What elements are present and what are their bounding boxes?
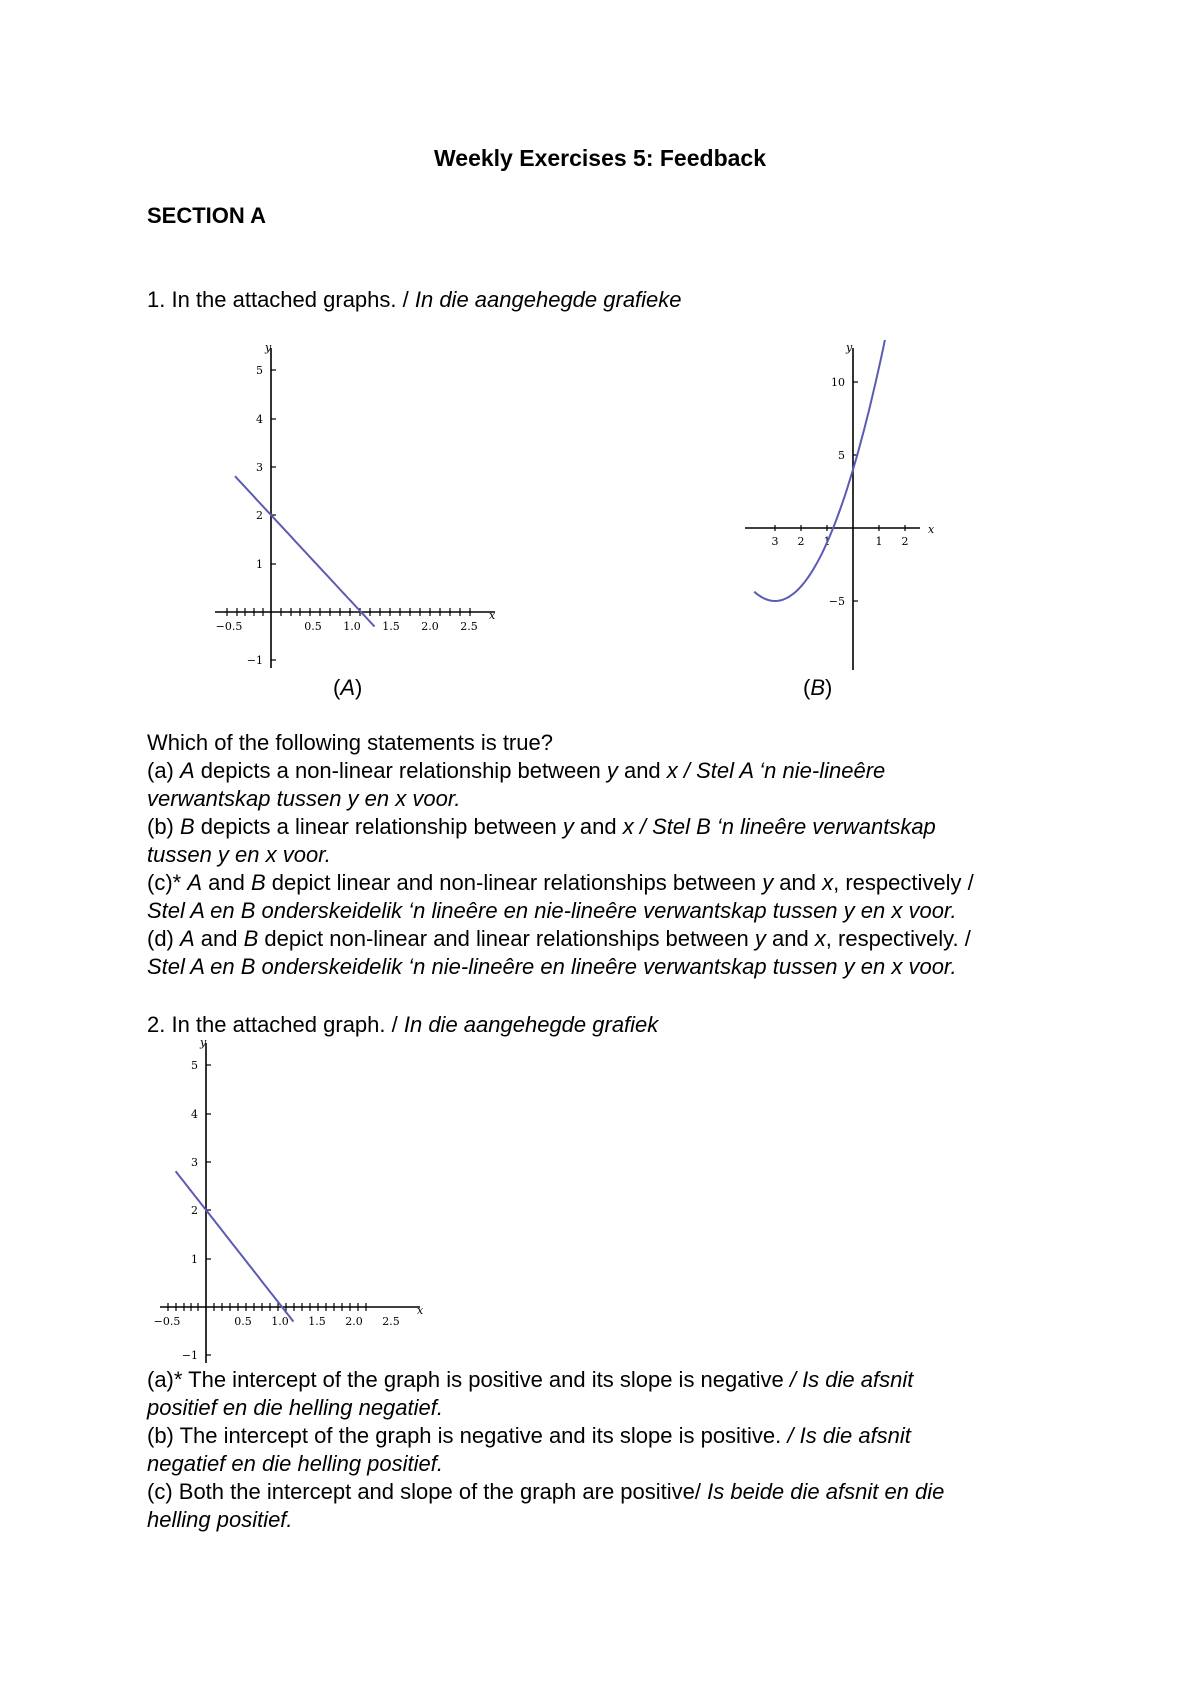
caption-b-letter: B: [810, 675, 826, 700]
y-tick-neg1: −1: [181, 1349, 198, 1362]
graph-b: [740, 340, 950, 675]
x-tick-1.5: 1.5: [382, 620, 400, 633]
y-tick-5: 5: [256, 364, 263, 377]
q1-option-c: (c)* A and B depict linear and non-linear relationships between y and x, respectively /: [147, 870, 974, 895]
graph-q2: [140, 1035, 440, 1370]
x-tick-1.0: 1.0: [343, 620, 361, 633]
x-tick-2.0: 2.0: [421, 620, 439, 633]
y-tick-3: 3: [256, 461, 263, 474]
x-tick-neg0.5: −0.5: [153, 1315, 181, 1328]
y-tick-neg1: −1: [246, 654, 263, 667]
q2-prompt-sep: /: [385, 1012, 404, 1037]
series-line: [235, 476, 375, 626]
q1-option-b: (b) B depicts a linear relationship between y and x / Stel B ‘n lineêre verwantskap: [147, 814, 936, 839]
q1-option-a: (a) A depicts a non-linear relationship between y and x / Stel A ‘n nie-lineêre: [147, 758, 886, 783]
q1-prompt-sep: /: [396, 287, 415, 312]
x-tick-labels: [216, 620, 478, 633]
y-tick-5: 5: [191, 1059, 198, 1072]
x-tick-2.0: 2.0: [345, 1315, 363, 1328]
q1-prompt-en: 1. In the attached graphs.: [147, 287, 397, 312]
q1-option-b-af: tussen y en x voor.: [147, 842, 331, 867]
question-1-prompt: [147, 287, 682, 313]
question-2-options: [147, 1366, 1077, 1534]
x-tick-labels: [154, 1315, 400, 1328]
y-tick-2: 2: [191, 1204, 198, 1217]
y-tick-2: 2: [256, 509, 263, 522]
x-tick-2-right: 2: [901, 535, 909, 548]
caption-a: (A): [333, 675, 363, 700]
y-tick-4: 4: [256, 413, 263, 426]
y-tick-4: 4: [191, 1108, 198, 1121]
x-tick-1-right: 1: [875, 535, 883, 548]
y-tick-neg5: −5: [828, 595, 845, 608]
y-tick-labels: [182, 1059, 198, 1362]
x-tick-1-left: 1: [823, 535, 831, 548]
x-axis-label: x: [417, 1304, 424, 1317]
x-tick-2.5: 2.5: [460, 620, 478, 633]
q1-option-a-af: verwantskap tussen y en x voor.: [147, 786, 461, 811]
y-tick-10: 10: [831, 376, 845, 389]
y-axis-label: y: [846, 341, 853, 354]
x-tick-1.5: 1.5: [308, 1315, 326, 1328]
q2-option-c: (c) Both the intercept and slope of the graph are positive/ Is beide die afsnit en die: [147, 1479, 945, 1504]
caption-b: (B): [803, 675, 833, 700]
x-tick-0.5: 0.5: [234, 1315, 252, 1328]
x-axis-label: x: [489, 609, 496, 622]
q2-option-b: (b) The intercept of the graph is negative and its slope is positive. / Is die afsnit: [147, 1423, 911, 1448]
x-tick-neg0.5: −0.5: [215, 620, 243, 633]
q1-prompt-af: In die aangehegde grafieke: [414, 287, 682, 312]
q2-option-a: (a)* The intercept of the graph is positive and its slope is negative / Is die afsnit: [147, 1367, 914, 1392]
q2-option-c-af: helling positief.: [147, 1507, 293, 1532]
q2-option-a-af: positief en die helling negatief.: [147, 1395, 443, 1420]
x-axis-label: x: [928, 523, 935, 536]
q1-option-c-af: Stel A en B onderskeidelik ‘n lineêre en nie-lineêre verwantskap tussen y en x voor.: [147, 898, 957, 923]
question-1-options: [147, 729, 1077, 981]
y-tick-labels: [247, 364, 263, 667]
q1-stem: Which of the following statements is true?: [147, 730, 553, 755]
series-curve: [754, 340, 894, 601]
x-tick-labels: [772, 535, 909, 548]
q2-prompt-af: In die aangehegde grafiek: [403, 1012, 659, 1037]
y-axis-label: y: [200, 1036, 207, 1049]
x-tick-3: 3: [771, 535, 779, 548]
x-tick-1.0: 1.0: [271, 1315, 289, 1328]
caption-a-letter: A: [340, 675, 356, 700]
series-line: [176, 1171, 294, 1321]
q1-option-d-af: Stel A en B onderskeidelik ‘n nie-lineêre en lineêre verwantskap tussen y en x voor.: [147, 954, 957, 979]
x-tick-2: 2: [797, 535, 805, 548]
x-tick-2.5: 2.5: [382, 1315, 400, 1328]
q1-option-d: (d) A and B depict non-linear and linear relationships between y and x, respectively. /: [147, 926, 971, 951]
y-tick-3: 3: [191, 1156, 198, 1169]
section-heading: SECTION A: [147, 203, 266, 228]
q2-prompt-en: 2. In the attached graph.: [147, 1012, 386, 1037]
y-tick-1: 1: [191, 1253, 198, 1266]
y-tick-labels: [829, 376, 845, 608]
y-tick-1: 1: [256, 558, 263, 571]
page-title: Weekly Exercises 5: Feedback: [433, 145, 766, 171]
y-axis-label: y: [265, 341, 272, 354]
y-tick-5: 5: [838, 449, 845, 462]
x-tick-0.5: 0.5: [304, 620, 322, 633]
q2-option-b-af: negatief en die helling positief.: [147, 1451, 443, 1476]
graph-a: [205, 340, 505, 675]
